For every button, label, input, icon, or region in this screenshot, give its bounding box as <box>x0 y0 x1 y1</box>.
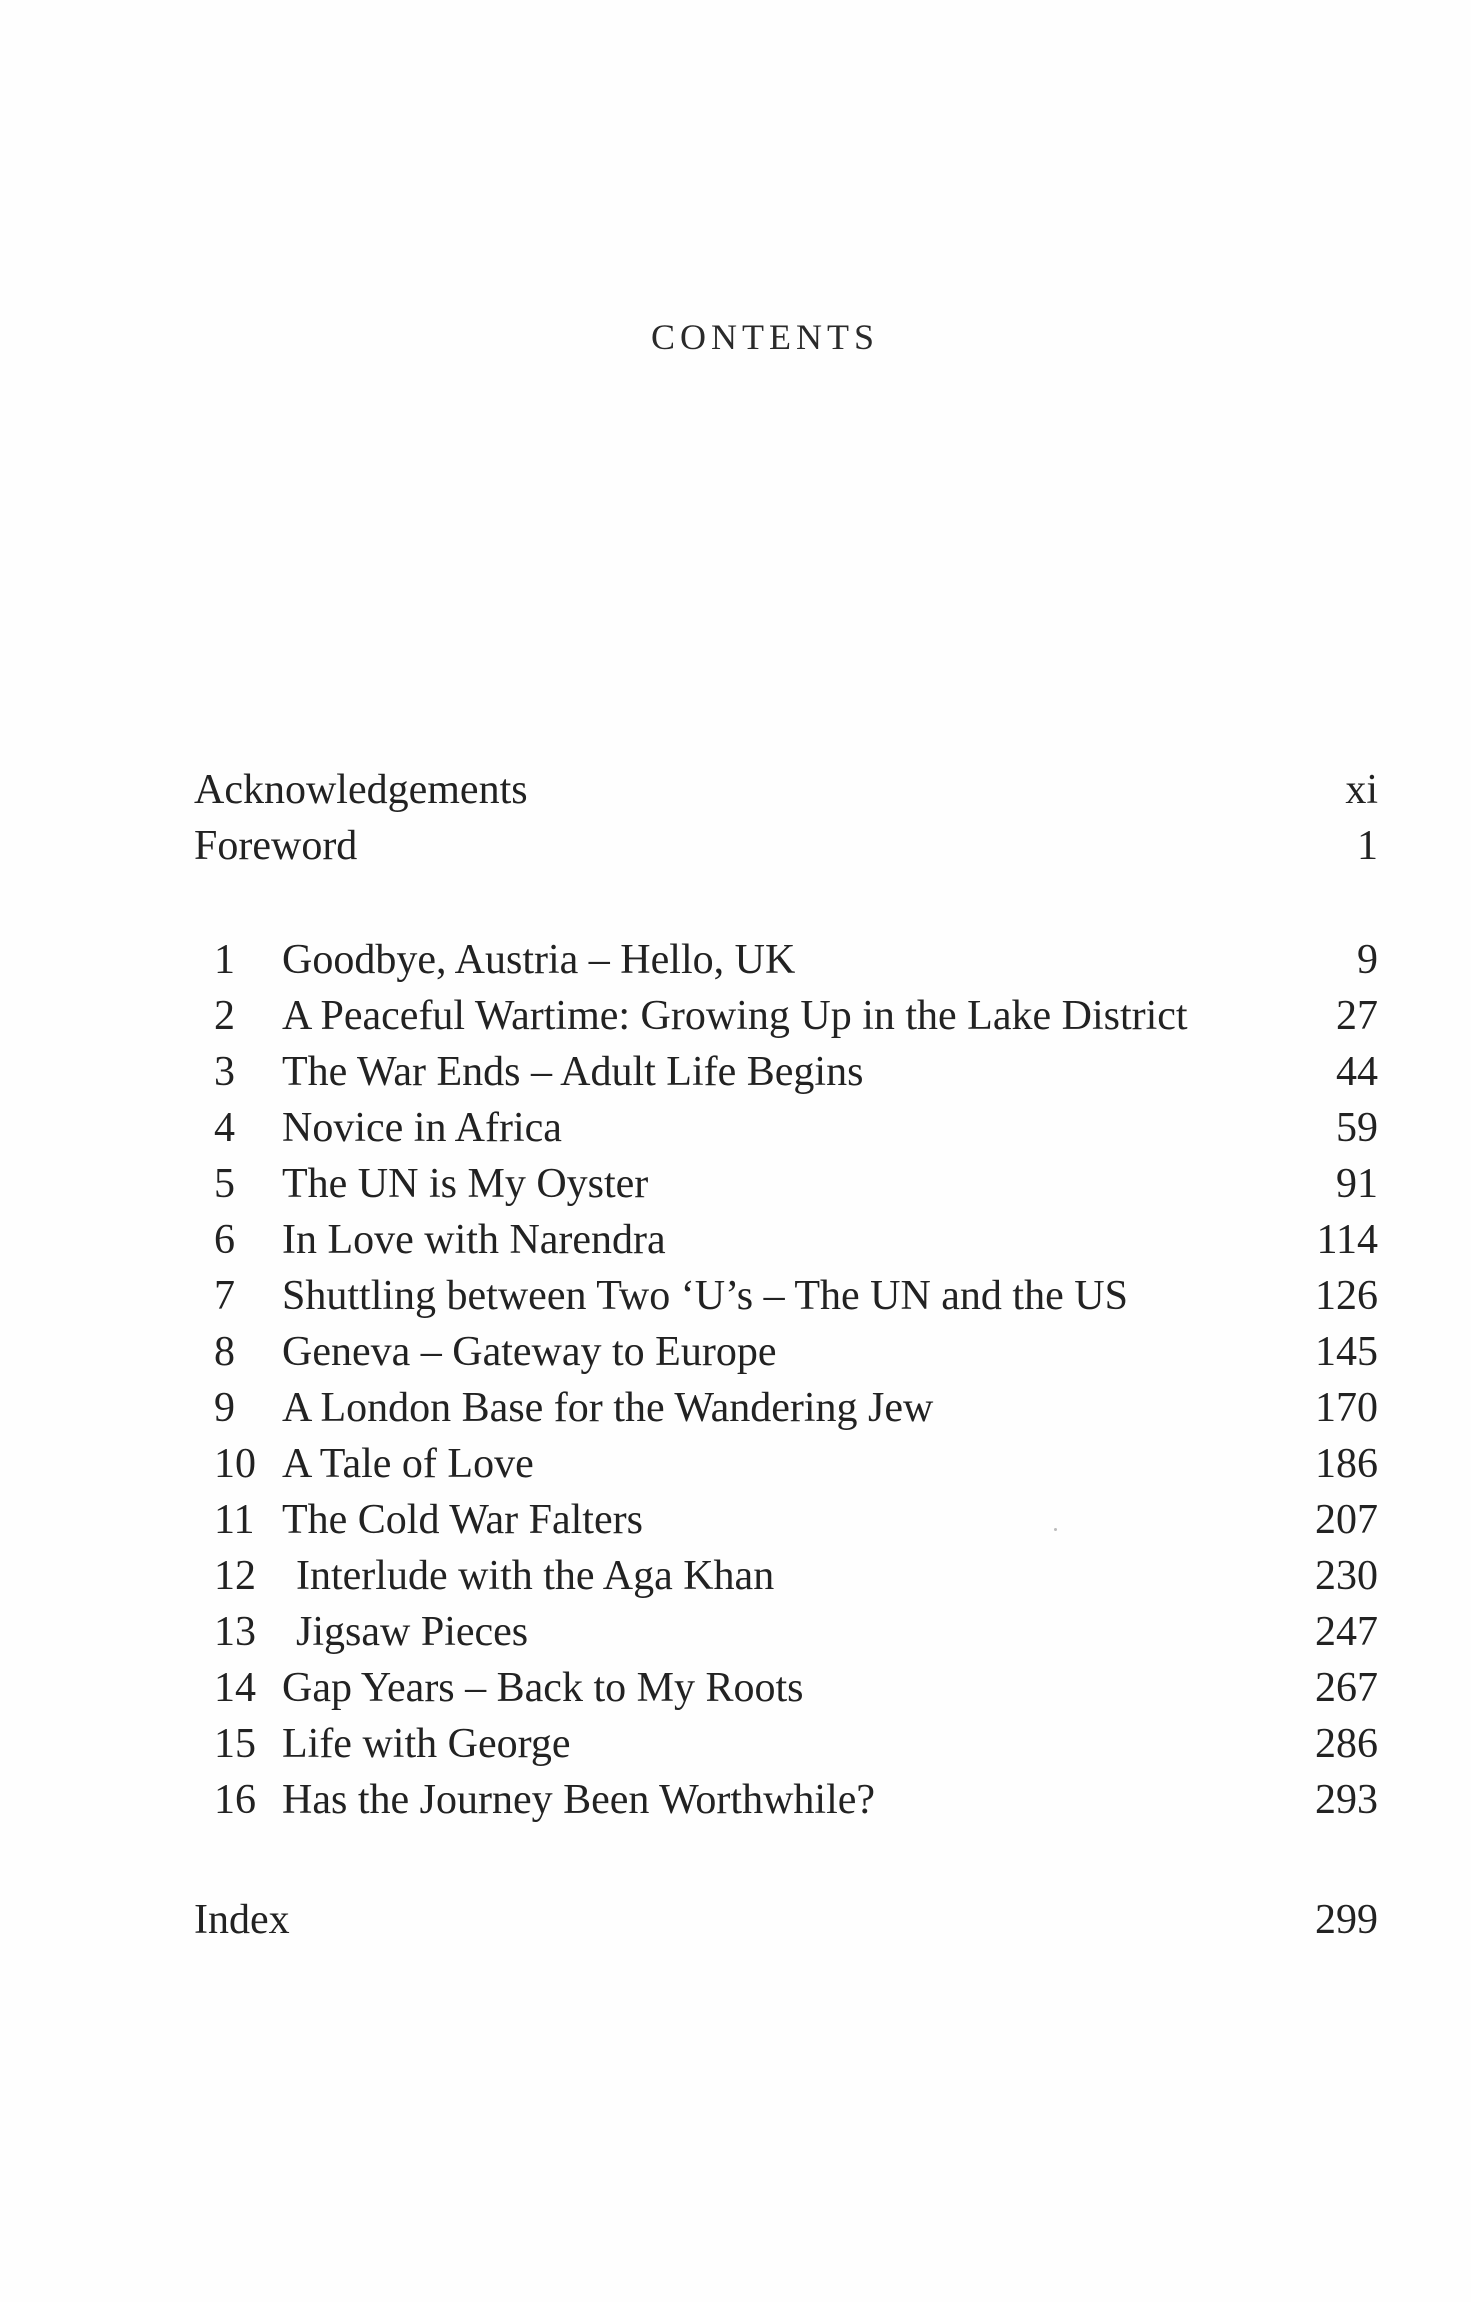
toc-entry-acknowledgements <box>194 762 1378 818</box>
chapter-title: Shuttling between Two ‘U’s – The UN and the US <box>282 1273 1128 1319</box>
chapter-entry <box>194 1716 1378 1772</box>
chapter-number: 6 <box>214 1217 235 1263</box>
chapter-page: 207 <box>1315 1497 1378 1543</box>
entry-title: Foreword <box>194 823 358 869</box>
chapter-page: 267 <box>1315 1665 1378 1711</box>
chapter-number: 1 <box>214 937 235 983</box>
chapter-title: A Tale of Love <box>282 1441 534 1487</box>
chapter-number: 16 <box>214 1777 256 1823</box>
chapter-number: 12 <box>214 1553 256 1599</box>
chapter-entry <box>194 1212 1378 1268</box>
chapter-page: 114 <box>1316 1217 1378 1263</box>
chapter-title: Life with George <box>282 1721 571 1767</box>
chapter-title: A London Base for the Wandering Jew <box>282 1385 934 1431</box>
chapter-number: 5 <box>214 1161 235 1207</box>
chapter-entry <box>194 988 1378 1044</box>
chapter-number: 4 <box>214 1105 235 1151</box>
chapter-number: 9 <box>214 1385 235 1431</box>
chapter-page: 27 <box>1336 993 1378 1039</box>
chapter-page: 170 <box>1315 1385 1378 1431</box>
entry-page: 299 <box>1315 1897 1378 1943</box>
chapter-entry <box>194 1268 1378 1324</box>
chapter-title: Interlude with the Aga Khan <box>296 1553 775 1599</box>
chapter-number: 10 <box>214 1441 256 1487</box>
chapter-entry <box>194 1492 1378 1548</box>
chapter-entry <box>194 932 1378 988</box>
chapter-page: 247 <box>1315 1609 1378 1655</box>
chapter-number: 11 <box>214 1497 255 1543</box>
chapter-entry <box>194 1660 1378 1716</box>
chapter-page: 145 <box>1315 1329 1378 1375</box>
contents-heading: CONTENTS <box>651 317 879 357</box>
toc-entry-index <box>194 1892 1378 1948</box>
chapter-number: 13 <box>214 1609 256 1655</box>
chapter-list <box>194 932 1378 1828</box>
chapter-entry <box>194 1436 1378 1492</box>
scan-speck <box>1054 1528 1057 1531</box>
chapter-entry <box>194 1380 1378 1436</box>
chapter-title: Has the Journey Been Worthwhile? <box>282 1777 876 1823</box>
chapter-title: Novice in Africa <box>282 1105 562 1151</box>
back-matter-list <box>194 1892 1378 1948</box>
chapter-entry <box>194 1324 1378 1380</box>
entry-page: xi <box>1345 767 1378 813</box>
chapter-number: 8 <box>214 1329 235 1375</box>
chapter-page: 91 <box>1336 1161 1378 1207</box>
chapter-page: 126 <box>1315 1273 1378 1319</box>
chapter-number: 15 <box>214 1721 256 1767</box>
chapter-page: 286 <box>1315 1721 1378 1767</box>
chapter-title: Goodbye, Austria – Hello, UK <box>282 937 796 983</box>
chapter-title: The Cold War Falters <box>282 1497 643 1543</box>
chapter-entry <box>194 1548 1378 1604</box>
chapter-number: 3 <box>214 1049 235 1095</box>
chapter-title: Geneva – Gateway to Europe <box>282 1329 777 1375</box>
chapter-page: 186 <box>1315 1441 1378 1487</box>
chapter-page: 59 <box>1336 1105 1378 1151</box>
chapter-entry <box>194 1772 1378 1828</box>
chapter-entry <box>194 1604 1378 1660</box>
entry-title: Acknowledgements <box>194 767 528 813</box>
chapter-number: 14 <box>214 1665 256 1711</box>
chapter-number: 7 <box>214 1273 235 1319</box>
entry-title: Index <box>194 1897 290 1943</box>
chapter-title: The War Ends – Adult Life Begins <box>282 1049 864 1095</box>
chapter-page: 293 <box>1315 1777 1378 1823</box>
chapter-title: The UN is My Oyster <box>282 1161 649 1207</box>
chapter-page: 44 <box>1336 1049 1378 1095</box>
chapter-entry <box>194 1100 1378 1156</box>
chapter-entry <box>194 1044 1378 1100</box>
chapter-entry <box>194 1156 1378 1212</box>
entry-page: 1 <box>1357 823 1378 869</box>
chapter-title: Gap Years – Back to My Roots <box>282 1665 804 1711</box>
front-matter-list <box>194 762 1378 874</box>
toc-entry-foreword <box>194 818 1378 874</box>
chapter-number: 2 <box>214 993 235 1039</box>
chapter-title: A Peaceful Wartime: Growing Up in the Lake District <box>282 993 1188 1039</box>
chapter-title: In Love with Narendra <box>282 1217 666 1263</box>
chapter-title: Jigsaw Pieces <box>296 1609 529 1655</box>
chapter-page: 230 <box>1315 1553 1378 1599</box>
chapter-page: 9 <box>1357 937 1378 983</box>
